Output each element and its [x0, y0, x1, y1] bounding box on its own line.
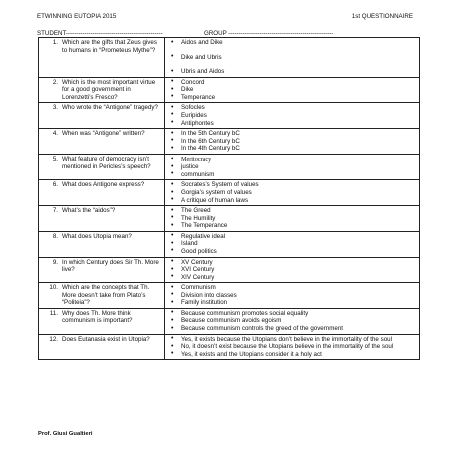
- answer-option: • communism: [167, 171, 417, 179]
- question-text: What does Antigone express?: [62, 181, 145, 189]
- answer-list: [167, 181, 417, 204]
- answer-option: • Euripides: [167, 112, 417, 120]
- answers-cell: [165, 334, 420, 360]
- question-cell: [39, 206, 165, 232]
- answer-option: • Socrates’s System of values: [167, 181, 417, 189]
- answer-list: [167, 39, 417, 76]
- questionnaire-title: 1st QUESTIONNAIRE: [351, 13, 413, 20]
- answer-option: • Temperance: [167, 94, 417, 102]
- question-row: [39, 231, 420, 257]
- question-row: [39, 283, 420, 309]
- author-footer: Prof. Giusi Gualtieri: [38, 431, 93, 437]
- question-number: 4.: [52, 130, 58, 138]
- answer-option: • Division into classes: [167, 292, 417, 300]
- answer-list: [167, 104, 417, 127]
- answers-cell: [165, 103, 420, 129]
- question-text: Who wrote the “Antigone” tragedy?: [62, 104, 158, 112]
- answer-option: • Gorgia’s system of values: [167, 189, 417, 197]
- answer-option: • XV Century: [167, 259, 417, 267]
- answer-option: • Dike: [167, 86, 417, 94]
- answers-cell: [165, 129, 420, 155]
- question-text: In which Century does Sir Th. More live?: [62, 258, 159, 274]
- answer-option: • In the 5th Century bC: [167, 130, 417, 138]
- question-row: [39, 103, 420, 129]
- document-header: [37, 13, 413, 23]
- question-number: 10.: [49, 284, 58, 292]
- document-title: ETWINNING EUTOPIA 2015: [37, 13, 117, 20]
- question-cell: [39, 308, 165, 334]
- student-label: STUDENT-----------------------------------------------: [37, 30, 163, 37]
- answer-option: • The Humility: [167, 215, 417, 223]
- question-row: [39, 257, 420, 283]
- group-label: GROUP ---------------------------------------------------: [204, 30, 334, 37]
- question-number: 5.: [52, 155, 58, 163]
- answer-option: • Because communism avoids egoism: [167, 317, 417, 325]
- question-number: 7.: [52, 207, 58, 215]
- answers-cell: [165, 206, 420, 232]
- answer-option: • Good politics: [167, 248, 417, 256]
- answer-option: • Dike and Ubris: [167, 54, 417, 62]
- answers-cell: [165, 38, 420, 78]
- answer-option: • Because communism promotes social equality: [167, 310, 417, 318]
- question-cell: [39, 180, 165, 206]
- question-cell: [39, 38, 165, 78]
- question-row: [39, 206, 420, 232]
- question-cell: [39, 77, 165, 103]
- answer-option: • justice: [167, 163, 417, 171]
- question-text: Which is the most important virtue for a good government in Lorenzetti’s Fresco?: [62, 78, 156, 101]
- answer-option: • Regulative ideal: [167, 233, 417, 241]
- answer-option: • XIV Century: [167, 274, 417, 282]
- question-text: Why does Th. More think communism is important?: [62, 309, 133, 325]
- answer-list: [167, 233, 417, 256]
- answer-list: [167, 130, 417, 153]
- answer-list: [167, 207, 417, 230]
- question-number: 8.: [52, 232, 58, 240]
- answer-list: [167, 310, 417, 333]
- question-cell: [39, 283, 165, 309]
- answer-option: • The Greed: [167, 207, 417, 215]
- question-cell: [39, 154, 165, 180]
- question-row: [39, 154, 420, 180]
- answer-option: • No, it doesn’t exist because the Utopians believe in the immortality of the soul: [167, 343, 417, 351]
- question-cell: [39, 257, 165, 283]
- answer-option: • Because communism controls the greed of the government: [167, 325, 417, 333]
- questionnaire-body: [39, 38, 420, 360]
- answer-option: • Yes, it exists because the Utopians don’t believe in the immortality of the soul: [167, 336, 417, 344]
- question-row: [39, 129, 420, 155]
- answers-cell: [165, 180, 420, 206]
- answer-option: • Sofocles: [167, 104, 417, 112]
- question-cell: [39, 334, 165, 360]
- question-text: What’s the “aidos”?: [62, 207, 116, 215]
- question-cell: [39, 231, 165, 257]
- question-number: 6.: [52, 181, 58, 189]
- question-cell: [39, 129, 165, 155]
- answers-cell: [165, 77, 420, 103]
- answer-option: • Yes, it exists and the Utopians consider it a holy act: [167, 351, 417, 359]
- answers-cell: [165, 154, 420, 180]
- answer-option: • Meritocracy: [167, 156, 417, 164]
- answer-option: • Aidos and Dike: [167, 39, 417, 47]
- answer-option: • In the 6th Century bC: [167, 138, 417, 146]
- answer-option: • A critique of human laws: [167, 197, 417, 205]
- question-text: What feature of democracy isn’t mentioned in Pericles’s speech?: [62, 155, 151, 171]
- question-row: [39, 77, 420, 103]
- answers-cell: [165, 283, 420, 309]
- answer-option: • In the 4th Century bC: [167, 145, 417, 153]
- question-text: Does Eutanasia exist in Utopia?: [62, 335, 150, 343]
- questionnaire-table: [38, 37, 420, 360]
- answer-list: [167, 259, 417, 282]
- answer-option: • Communism: [167, 284, 417, 292]
- answer-option: • The Temperance: [167, 222, 417, 230]
- answer-option: • Island: [167, 240, 417, 248]
- answers-cell: [165, 231, 420, 257]
- answer-option: • Antiphontes: [167, 120, 417, 128]
- answer-list: [167, 336, 417, 359]
- answers-cell: [165, 308, 420, 334]
- answer-list: [167, 79, 417, 102]
- question-cell: [39, 103, 165, 129]
- answer-option: • Family institution: [167, 299, 417, 307]
- question-row: [39, 308, 420, 334]
- answer-option: • Ubris and Aidos: [167, 68, 417, 76]
- question-row: [39, 334, 420, 360]
- answers-cell: [165, 257, 420, 283]
- question-number: 3.: [52, 104, 58, 112]
- question-row: [39, 180, 420, 206]
- answer-list: [167, 284, 417, 307]
- question-text: When was “Antigone” written?: [62, 130, 145, 138]
- answer-list: [167, 156, 417, 179]
- question-number: 2.: [52, 78, 58, 86]
- question-text: What does Utopia mean?: [62, 232, 132, 240]
- question-text: Which are the concepts that Th. More doesn’t take from Plato’s “Politeia”?: [62, 284, 150, 307]
- question-text: Which are the gifts that Zeus gives to humans in “Prometeus Mythe”?: [62, 39, 157, 54]
- answer-option: • Concord: [167, 79, 417, 87]
- question-row: [39, 38, 420, 78]
- answer-option: • XVI Century: [167, 266, 417, 274]
- question-number: 9.: [52, 258, 58, 266]
- question-number: 1.: [52, 39, 58, 46]
- question-number: 11.: [49, 309, 58, 317]
- question-number: 12.: [49, 335, 58, 343]
